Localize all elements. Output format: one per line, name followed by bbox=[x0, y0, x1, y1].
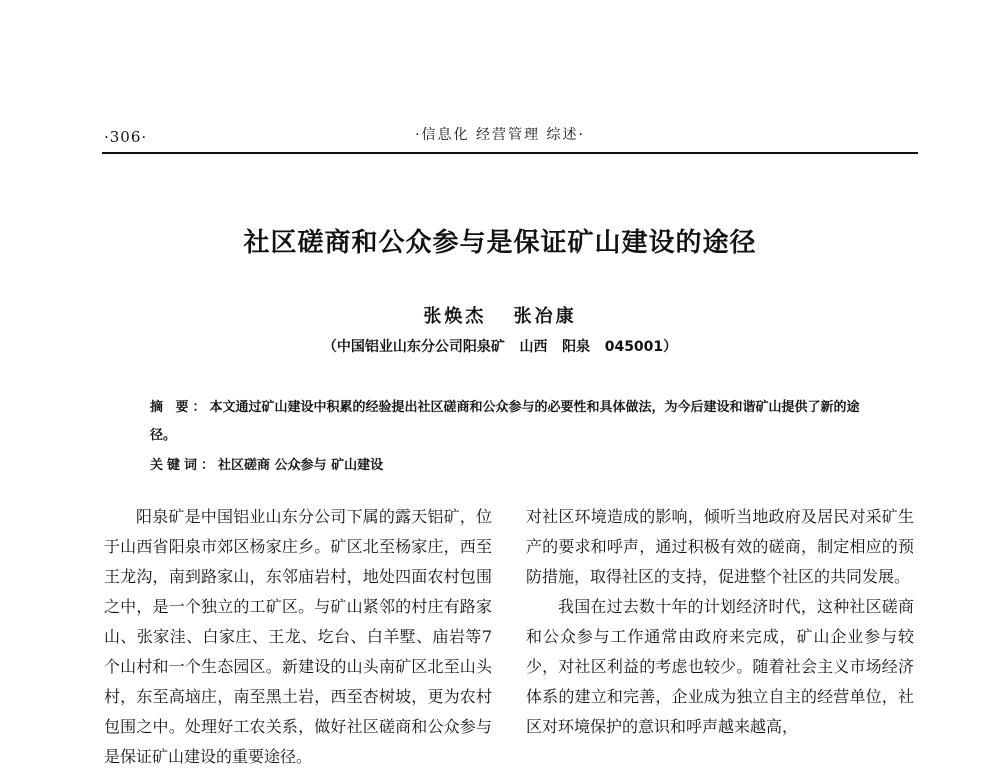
keywords-text: 社区磋商 公众参与 矿山建设 bbox=[218, 458, 384, 473]
body-paragraph: 阳泉矿是中国铝业山东分公司下属的露天铝矿，位于山西省阳泉市郊区杨家庄乡。矿区北至杨家庄，西至王龙沟，南到路家山，东邻庙岩村，地处四面农村包围之中，是一个独立的工矿区。与矿山紧邻的村庄有路家山、张家洼、白家庄、王龙、圪台、白羊墅、庙岩等7个山村和一个生态园区。新建设的山头南矿区北至山头村，东至高垴庄，南至黑土岩，西至杏树坡，更为农村包围之中。处理好工农关系，做好社区磋商和公众参与是保证矿山建设的重要途径。 bbox=[104, 507, 492, 766]
body-paragraph: 对社区环境造成的影响，倾听当地政府及居民对采矿生产的要求和呼声，通过积极有效的磋商，制定相应的预防措施，取得社区的支持，促进整个社区的共同发展。 bbox=[526, 507, 914, 586]
abstract-label: 摘 要： bbox=[150, 400, 210, 415]
running-head: ·信息化 经营管理 综述· bbox=[415, 127, 585, 143]
page-number: ·306· bbox=[104, 128, 148, 146]
keywords bbox=[150, 454, 880, 473]
abstract-text: 本文通过矿山建设中积累的经验提出社区磋商和公众参与的必要性和具体做法，为今后建设和谐矿山提供了新的途径。 bbox=[150, 400, 860, 443]
body-column-right bbox=[526, 502, 914, 742]
abstract bbox=[150, 394, 880, 450]
keywords-label: 关键词： bbox=[150, 458, 219, 473]
body-paragraph: 我国在过去数十年的计划经济时代，这种社区磋商和公众参与工作通常由政府来完成，矿山企业参与较少，对社区利益的考虑也较少。随着社会主义市场经济体系的建立和完善，企业成为独立自主的经营单位，社区对环境保护的意识和呼声越来越高， bbox=[526, 597, 914, 736]
authors: 张焕杰 张冶康 bbox=[423, 306, 577, 327]
header-rule bbox=[102, 152, 918, 154]
affiliation: （中国铝业山东分公司阳泉矿 山西 阳泉 045001） bbox=[322, 339, 678, 355]
article-title: 社区磋商和公众参与是保证矿山建设的途径 bbox=[243, 228, 757, 258]
body-column-left bbox=[104, 502, 492, 772]
